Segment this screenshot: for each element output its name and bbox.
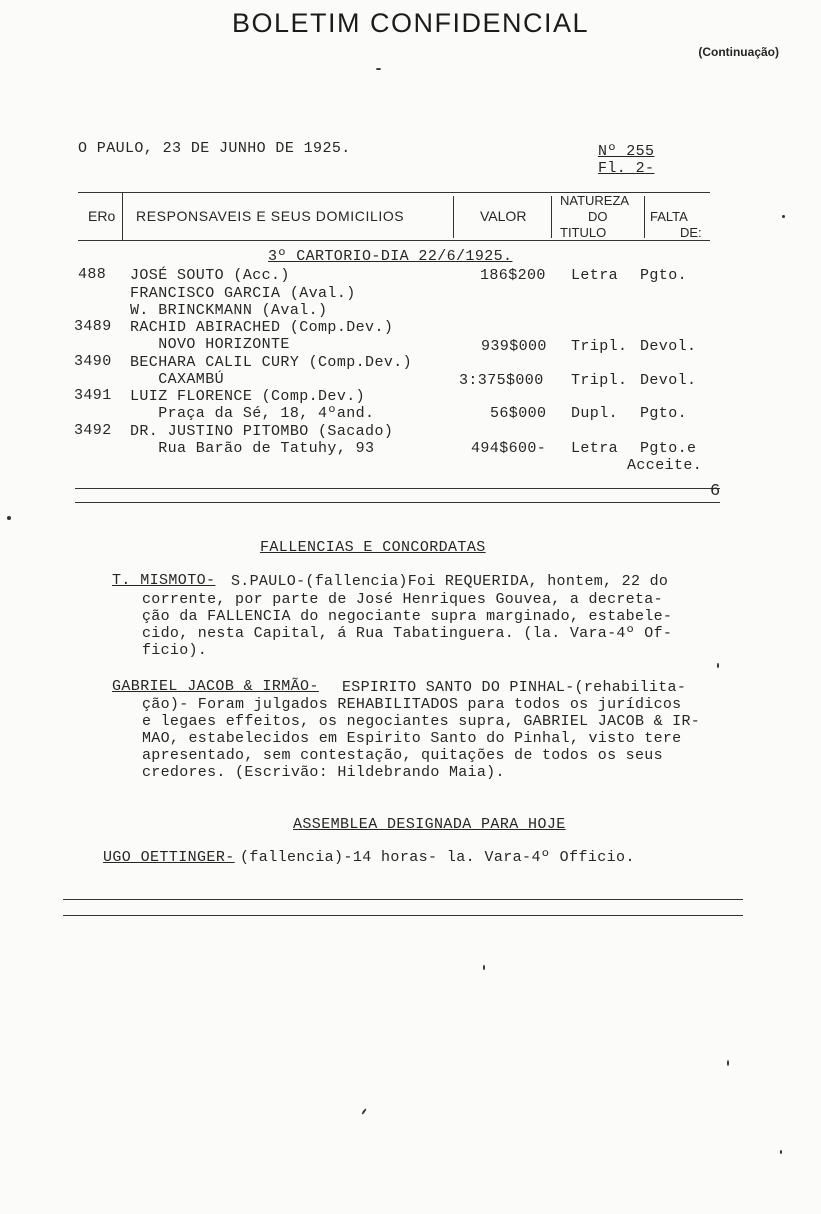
scan-speck bbox=[780, 1150, 782, 1154]
row-nature: Letra bbox=[571, 440, 619, 457]
continuation-label: (Continuação) bbox=[698, 45, 779, 59]
row-nature: Letra bbox=[571, 267, 619, 284]
column-divider bbox=[453, 196, 454, 238]
assembleia-heading: ASSEMBLEA DESIGNADA PARA HOJE bbox=[293, 816, 566, 833]
scan-speck bbox=[483, 965, 485, 970]
table-bottom-rule bbox=[75, 502, 720, 503]
sheet-number: Fl. 2- bbox=[598, 160, 655, 177]
assembleia-text: (fallencia)-14 horas- la. Vara-4º Officio. bbox=[240, 849, 635, 866]
row-responsible: FRANCISCO GARCIA (Aval.) bbox=[130, 285, 356, 302]
scan-speck bbox=[361, 1108, 367, 1115]
row-missing: Acceite. bbox=[627, 457, 703, 474]
entry-text: MAO, estabelecidos em Espirito Santo do Pinhal, visto tere bbox=[142, 730, 682, 747]
entry-text: corrente, por parte de José Henriques Gouvea, a decreta- bbox=[142, 591, 663, 608]
col-header-responsible: RESPONSAVEIS E SEUS DOMICILIOS bbox=[136, 208, 405, 224]
fallencias-heading: FALLENCIAS E CONCORDATAS bbox=[260, 539, 486, 556]
row-responsible: BECHARA CALIL CURY (Comp.Dev.) bbox=[130, 354, 413, 371]
bulletin-number: Nº 255 bbox=[598, 143, 655, 160]
entry-text: ficio). bbox=[142, 642, 208, 659]
entry-text: ção)- Foram julgados REHABILITADOS para todos os jurídicos bbox=[142, 696, 682, 713]
row-missing: Pgto. bbox=[640, 405, 688, 422]
row-missing: Devol. bbox=[640, 338, 697, 355]
row-nature: Tripl. bbox=[571, 372, 628, 389]
col-header-value: VALOR bbox=[480, 208, 527, 224]
assembleia-name: UGO OETTINGER- bbox=[103, 849, 235, 866]
row-responsible: RACHID ABIRACHED (Comp.Dev.) bbox=[130, 319, 394, 336]
entry-name: T. MISMOTO- bbox=[112, 572, 216, 589]
row-responsible: CAXAMBÚ bbox=[130, 371, 225, 388]
row-nature: Dupl. bbox=[571, 405, 619, 422]
row-responsible: W. BRINCKMANN (Aval.) bbox=[130, 302, 328, 319]
row-number: 3492 bbox=[74, 422, 112, 439]
scan-speck bbox=[727, 1060, 729, 1066]
entry-text: cido, nesta Capital, á Rua Tabatinguera. (la. Vara-4º Of- bbox=[142, 625, 673, 642]
scan-speck bbox=[717, 663, 719, 668]
scan-speck bbox=[376, 68, 381, 70]
table-bottom-rule bbox=[75, 488, 720, 489]
col-header-nature: TITULO bbox=[560, 225, 607, 240]
scan-speck bbox=[782, 215, 785, 218]
column-divider bbox=[644, 196, 645, 238]
row-nature: Tripl. bbox=[571, 338, 628, 355]
row-responsible: DR. JUSTINO PITOMBO (Sacado) bbox=[130, 423, 394, 440]
row-responsible: Praça da Sé, 18, 4ºand. bbox=[130, 405, 375, 422]
entry-name: GABRIEL JACOB & IRMÃO- bbox=[112, 678, 319, 695]
entry-text: e legaes effeitos, os negociantes supra, GABRIEL JACOB & IR- bbox=[142, 713, 701, 730]
row-value: 56$000 bbox=[490, 405, 547, 422]
dateline: O PAULO, 23 DE JUNHO DE 1925. bbox=[78, 140, 351, 157]
table-header-rule bbox=[78, 240, 710, 241]
closing-rule bbox=[63, 899, 743, 900]
row-number: 488 bbox=[78, 266, 107, 283]
row-number: 3491 bbox=[74, 387, 112, 404]
entry-text: S.PAULO-(fallencia)Foi REQUERIDA, hontem, 22 do bbox=[231, 573, 669, 590]
row-number: 3490 bbox=[74, 353, 112, 370]
col-header-number: ERo bbox=[88, 208, 116, 224]
row-responsible: NOVO HORIZONTE bbox=[130, 336, 290, 353]
total-count: 6 bbox=[710, 482, 721, 501]
col-header-missing: FALTA bbox=[650, 209, 688, 224]
document-title: BOLETIM CONFIDENCIAL bbox=[231, 8, 590, 38]
entry-text: apresentado, sem contestação, quitações de todos os seus bbox=[142, 747, 663, 764]
row-responsible: JOSÉ SOUTO (Acc.) bbox=[130, 267, 290, 284]
column-divider bbox=[122, 192, 123, 240]
col-header-nature: NATUREZA bbox=[560, 193, 630, 208]
row-value: 494$600- bbox=[471, 440, 547, 457]
col-header-nature: DO bbox=[588, 209, 608, 224]
row-value: 939$000 bbox=[481, 338, 547, 355]
row-missing: Pgto. bbox=[640, 267, 688, 284]
row-value: 3:375$000 bbox=[459, 372, 544, 389]
row-responsible: LUIZ FLORENCE (Comp.Dev.) bbox=[130, 388, 366, 405]
row-value: 186$200 bbox=[480, 267, 546, 284]
row-missing: Devol. bbox=[640, 372, 697, 389]
entry-text: ção da FALLENCIA do negociante supra marginado, estabele- bbox=[142, 608, 673, 625]
col-header-missing: DE: bbox=[680, 225, 702, 240]
row-number: 3489 bbox=[74, 318, 112, 335]
entry-text: credores. (Escrivão: Hildebrando Maia). bbox=[142, 764, 505, 781]
row-missing: Pgto.e bbox=[640, 440, 697, 457]
scan-speck bbox=[7, 516, 11, 520]
column-divider bbox=[551, 196, 552, 238]
section-heading: 3º CARTORIO-DIA 22/6/1925. bbox=[268, 248, 513, 265]
entry-text: ESPIRITO SANTO DO PINHAL-(rehabilita- bbox=[342, 679, 687, 696]
row-responsible: Rua Barão de Tatuhy, 93 bbox=[130, 440, 375, 457]
closing-rule bbox=[63, 915, 743, 916]
